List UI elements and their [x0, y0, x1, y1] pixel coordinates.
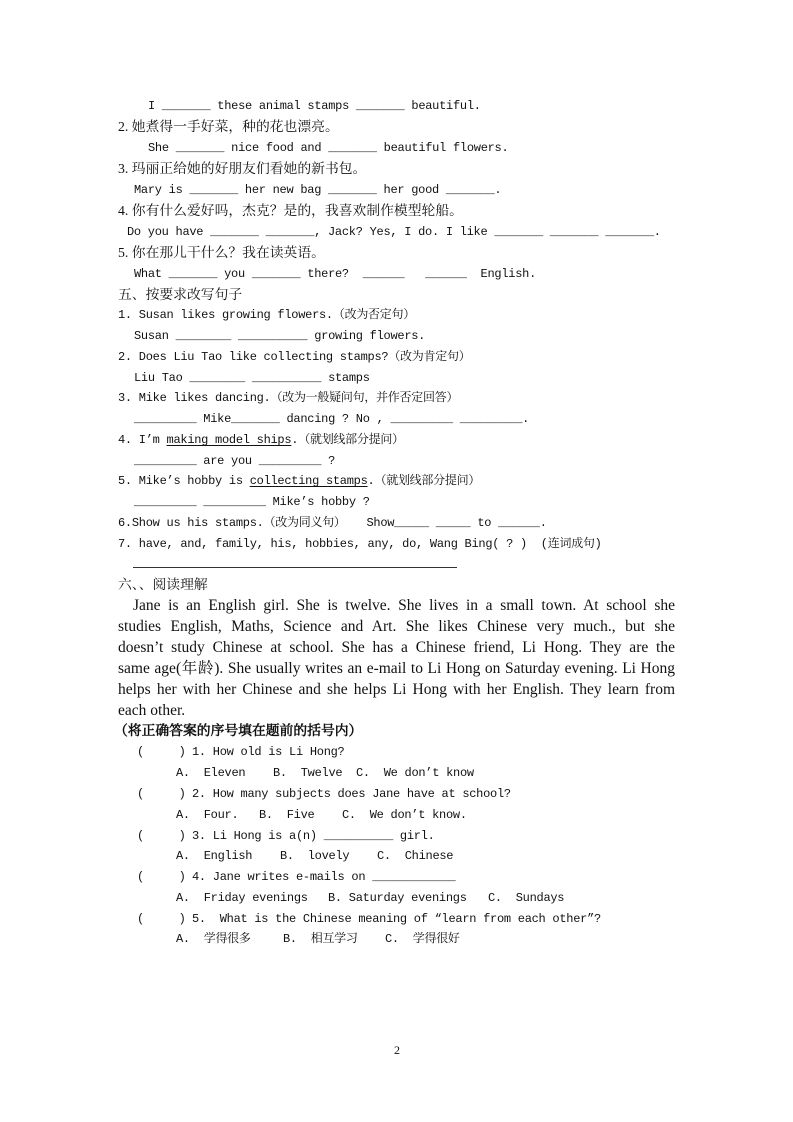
- s5-item5-prompt: [118, 473, 480, 489]
- s5-item5-answer: _________ _________ Mike’s hobby ?: [134, 495, 370, 509]
- q2-option-a: A. Four.: [176, 808, 239, 822]
- s4-item3-answer: Mary is _______ her new bag _______ her good _______.: [134, 183, 502, 197]
- s4-item4-prompt: 4. 你有什么爱好吗，杰克？是的，我喜欢制作模型轮船。: [118, 203, 463, 218]
- s5-item4-prompt-after: .（就划线部分提问）: [291, 433, 404, 447]
- q4-option-a: A. Friday evenings: [176, 891, 308, 905]
- s5-item7-answer-line: [133, 567, 457, 568]
- q1-question: 1. How old is Li Hong?: [192, 745, 345, 759]
- passage-line: helps her with her Chinese and she helps Li Hong with her English. They learn from: [118, 681, 675, 698]
- q4-option-c: C. Sundays: [488, 891, 565, 905]
- s5-item3-answer: _________ Mike_______ dancing ? No , _________ _________.: [134, 412, 530, 426]
- s5-item5-prompt-after: .（就划线部分提问）: [367, 474, 481, 488]
- q3-answer-bracket: ( ): [137, 829, 186, 843]
- q4-answer-bracket: ( ): [137, 870, 186, 884]
- q5-option-b: B. 相互学习: [283, 932, 358, 946]
- s5-item2-prompt: 2. Does Liu Tao like collecting stamps?（改为肯定句）: [118, 350, 471, 364]
- q5-answer-bracket: ( ): [137, 912, 186, 926]
- s5-item3-prompt: 3. Mike likes dancing.（改为一般疑问句，并作否定回答）: [118, 391, 459, 405]
- q2-option-b: B. Five: [259, 808, 315, 822]
- s5-item2-answer: Liu Tao ________ __________ stamps: [134, 371, 370, 385]
- s5-item4-prompt-before: 4. I’m: [118, 433, 167, 447]
- section5-heading: 五、按要求改写句子: [118, 287, 243, 302]
- passage-line: doesn’t study Chinese at school. She has a Chinese friend, Li Hong. They are the: [118, 639, 675, 656]
- s5-item5-underlined-phrase: collecting stamps: [249, 474, 368, 488]
- s4-item1-answer: I _______ these animal stamps _______ beautiful.: [148, 99, 481, 113]
- passage-line: studies English, Maths, Science and Art. She likes Chinese very much., but she: [118, 618, 675, 635]
- q5-question: 5. What is the Chinese meaning of “learn from each other”?: [192, 912, 601, 926]
- q2-answer-bracket: ( ): [137, 787, 186, 801]
- section6-heading: 六、、阅读理解: [118, 577, 208, 592]
- s4-item5-answer: What _______ you _______ there? ______ ______ English.: [134, 267, 537, 281]
- q4-option-b: B. Saturday evenings: [328, 891, 467, 905]
- s5-item1-answer: Susan ________ __________ growing flowers.: [134, 329, 426, 343]
- q4-question: 4. Jane writes e-mails on ____________: [192, 870, 456, 884]
- s4-item2-prompt: 2. 她煮得一手好菜，种的花也漂亮。: [118, 119, 339, 134]
- s5-item1-prompt: 1. Susan likes growing flowers.（改为否定句）: [118, 308, 415, 322]
- s5-item7-prompt: 7. have, and, family, his, hobbies, any, do, Wang Bing( ? ) (连词成句): [118, 537, 602, 551]
- passage-line: each other.: [118, 702, 186, 719]
- s5-item4-prompt: [118, 432, 404, 448]
- passage-line: same age(年龄). She usually writes an e-mail to Li Hong on Saturday evening. Li Hong: [118, 660, 675, 677]
- s4-item5-prompt: 5. 你在那儿干什么？我在读英语。: [118, 245, 325, 260]
- s4-item4-answer: Do you have _______ _______, Jack? Yes, I do. I like _______ _______ _______.: [127, 225, 661, 239]
- s4-item3-prompt: 3. 玛丽正给她的好朋友们看她的新书包。: [118, 161, 367, 176]
- s5-item5-prompt-before: 5. Mike’s hobby is: [118, 474, 250, 488]
- q1-answer-bracket: ( ): [137, 745, 186, 759]
- q3-option-a: A. English: [176, 849, 253, 863]
- q3-option-b: B. lovely: [280, 849, 350, 863]
- s5-item4-underlined-phrase: making model ships: [166, 433, 292, 447]
- s5-item6-prompt: 6.Show us his stamps.（改为同义句） Show_____ _____ to ______.: [118, 516, 547, 530]
- passage-line: Jane is an English girl. She is twelve. She lives in a small town. At school she: [133, 597, 675, 614]
- q1-option-a: A. Eleven: [176, 766, 246, 780]
- page-number: 2: [394, 1043, 400, 1057]
- q3-option-c: C. Chinese: [377, 849, 454, 863]
- q5-option-c: C. 学得很好: [385, 932, 460, 946]
- s4-item2-answer: She _______ nice food and _______ beautiful flowers.: [148, 141, 509, 155]
- s5-item4-answer: _________ are you _________ ?: [134, 454, 336, 468]
- q5-option-a: A. 学得很多: [176, 932, 251, 946]
- q2-question: 2. How many subjects does Jane have at school?: [192, 787, 511, 801]
- q1-option-c: C. We don’t know: [356, 766, 474, 780]
- q2-option-c: C. We don’t know.: [342, 808, 467, 822]
- q3-question: 3. Li Hong is a(n) __________ girl.: [192, 829, 435, 843]
- q1-option-b: B. Twelve: [273, 766, 343, 780]
- answer-instruction: （将正确答案的序号填在题前的括号内）: [114, 723, 363, 738]
